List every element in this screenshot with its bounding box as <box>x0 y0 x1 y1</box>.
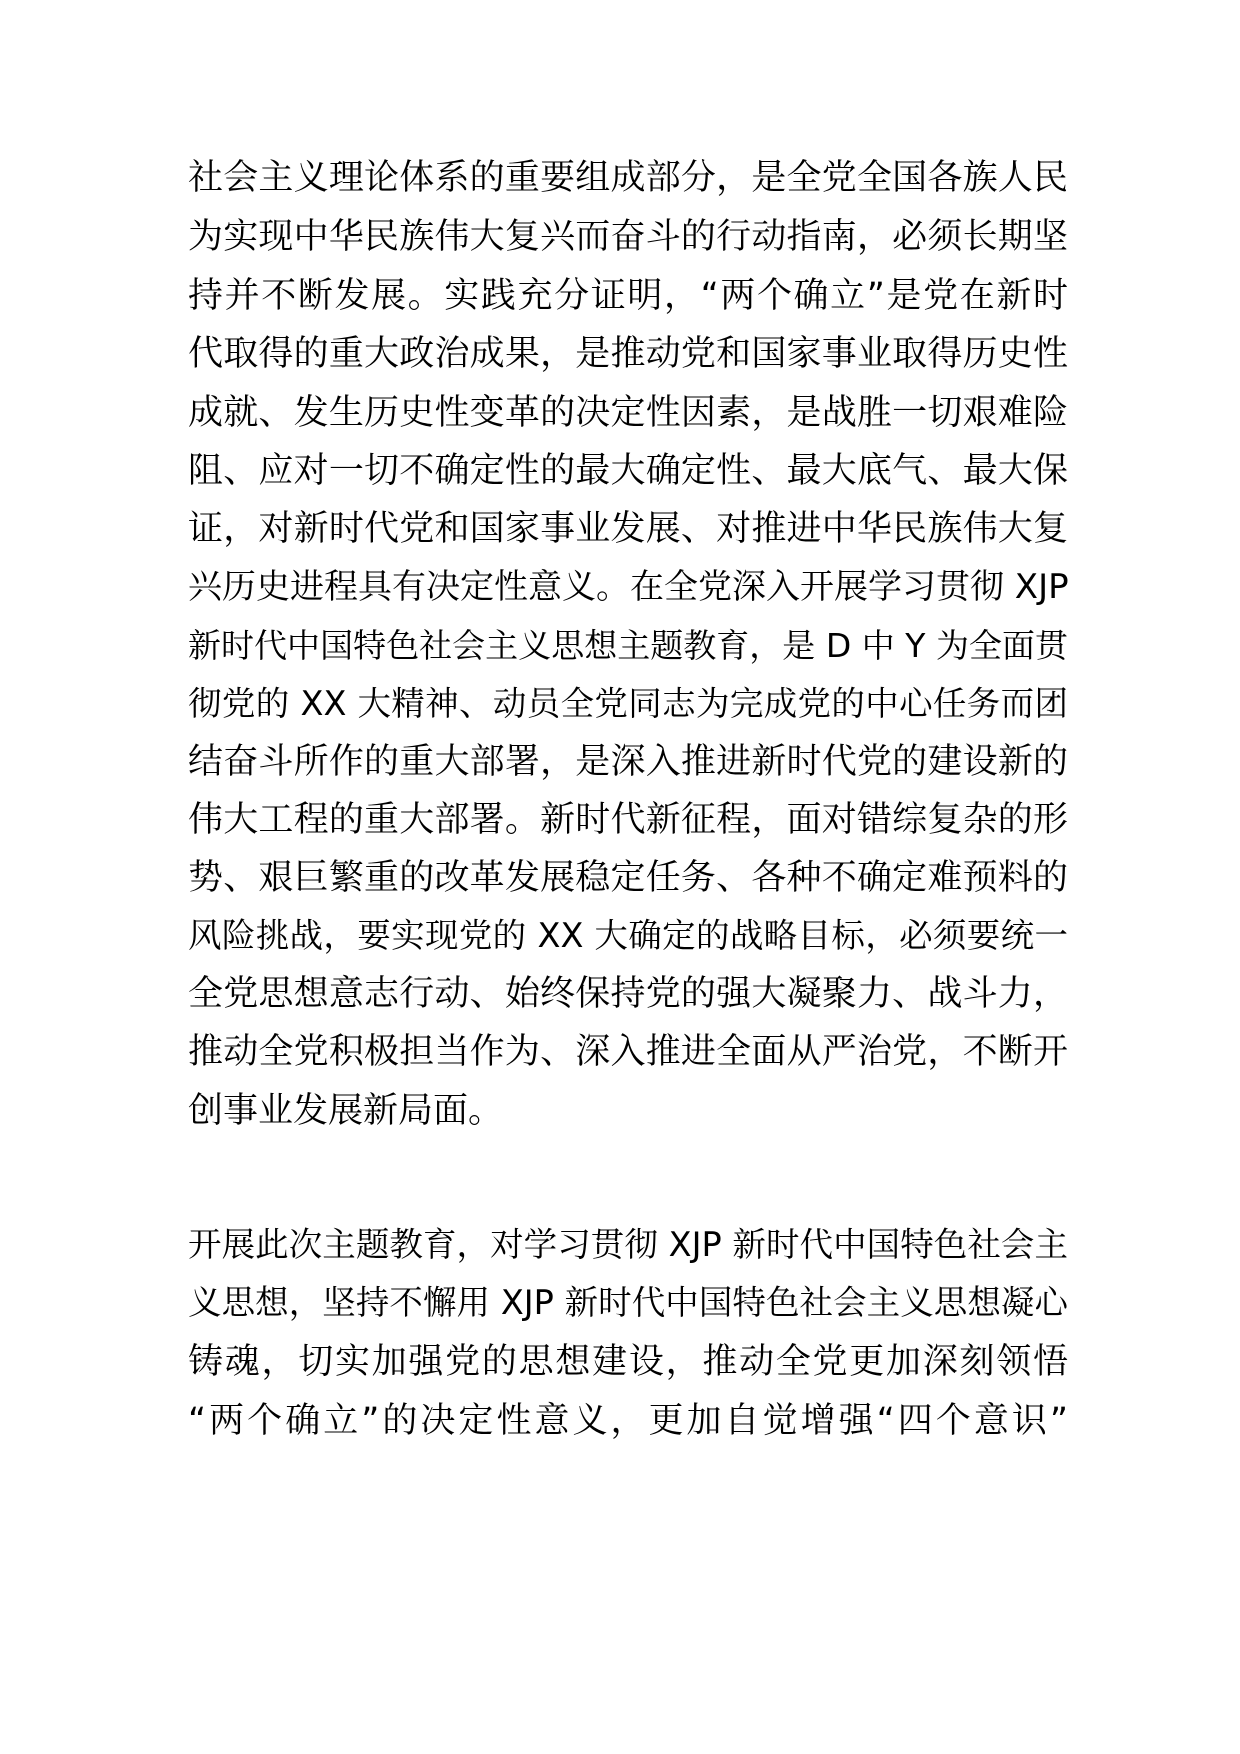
text-line: “两个确立”的决定性意义，更加自觉增强“四个意识” <box>188 1401 1068 1441</box>
text-line: 义思想，坚持不懈用 XJP 新时代中国特色社会主义思想凝心 <box>188 1283 1068 1322</box>
text-line: 全党思想意志行动、始终保持党的强大凝聚力、战斗力， <box>188 974 1068 1014</box>
text-line: 开展此次主题教育，对学习贯彻 XJP 新时代中国特色社会主 <box>188 1225 1068 1264</box>
text-line: 势、艰巨繁重的改革发展稳定任务、各种不确定难预料的 <box>188 858 1068 898</box>
text-line: 证，对新时代党和国家事业发展、对推进中华民族伟大复 <box>188 509 1068 549</box>
text-line: 伟大工程的重大部署。新时代新征程，面对错综复杂的形 <box>188 800 1068 840</box>
text-line: 社会主义理论体系的重要组成部分，是全党全国各族人民 <box>188 158 1068 198</box>
text-line: 为实现中华民族伟大复兴而奋斗的行动指南，必须长期坚 <box>188 217 1068 257</box>
text-line: 彻党的 XX 大精神、动员全党同志为完成党的中心任务而团 <box>188 684 1068 723</box>
text-line: 结奋斗所作的重大部署，是深入推进新时代党的建设新的 <box>188 742 1068 782</box>
text-line: 兴历史进程具有决定性意义。在全党深入开展学习贯彻 XJP <box>188 567 1069 607</box>
text-line: 铸魂，切实加强党的思想建设，推动全党更加深刻领悟 <box>188 1342 1068 1382</box>
text-line: 阻、应对一切不确定性的最大确定性、最大底气、最大保 <box>188 451 1068 491</box>
text-line: 新时代中国特色社会主义思想主题教育，是 D 中 Y 为全面贯 <box>188 626 1068 665</box>
text-line: 代取得的重大政治成果，是推动党和国家事业取得历史性 <box>188 334 1068 374</box>
text-line: 持并不断发展。实践充分证明，“两个确立”是党在新时 <box>188 276 1068 316</box>
text-line: 创事业发展新局面。 <box>188 1091 504 1131</box>
text-line: 推动全党积极担当作为、深入推进全面从严治党，不断开 <box>188 1032 1068 1072</box>
text-line: 成就、发生历史性变革的决定性因素，是战胜一切艰难险 <box>188 393 1068 433</box>
text-line: 风险挑战，要实现党的 XX 大确定的战略目标，必须要统一 <box>188 916 1068 955</box>
